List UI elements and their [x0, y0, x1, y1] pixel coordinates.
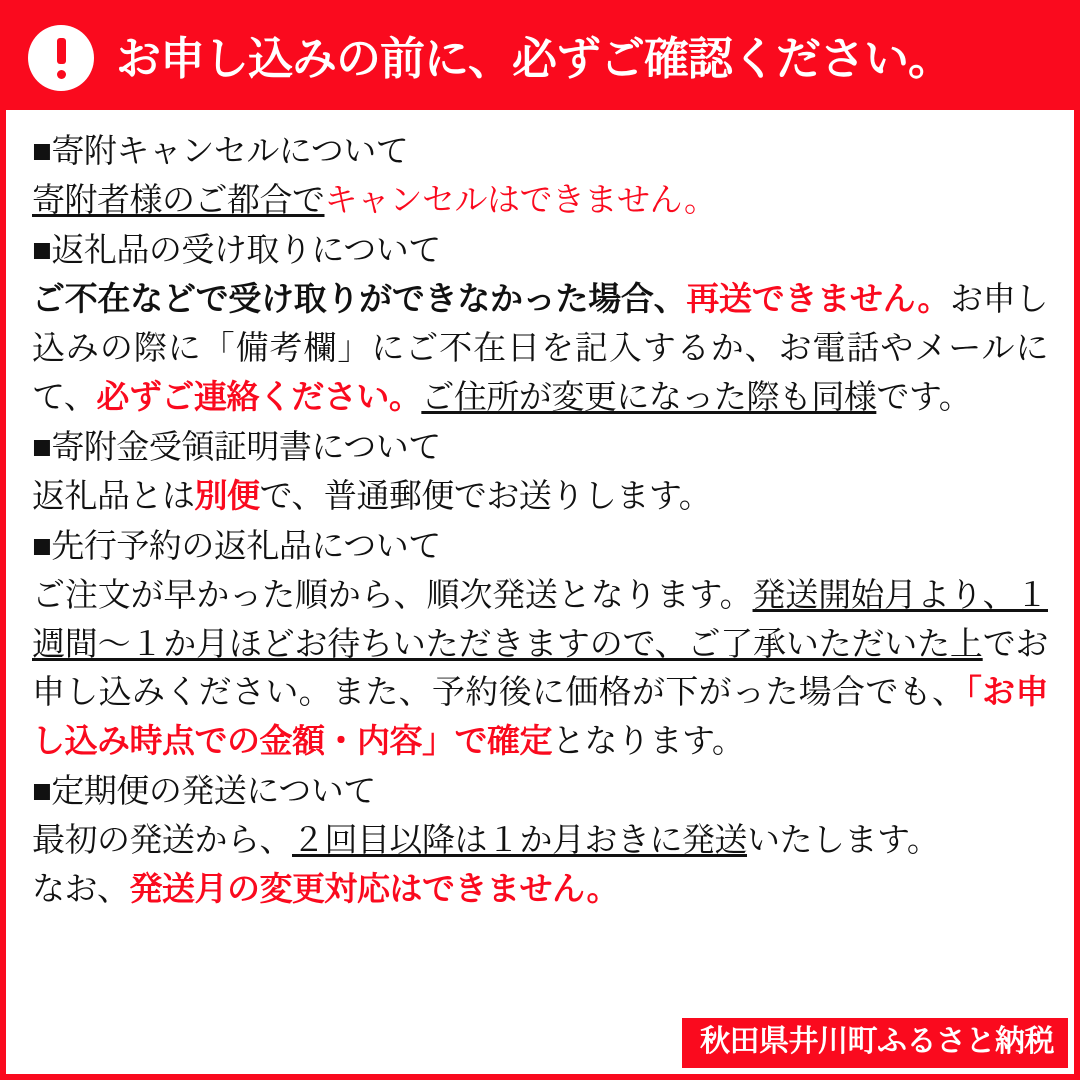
text-fragment: 返礼品とは	[32, 476, 195, 514]
section-heading-cancel: ■寄附キャンセルについて	[32, 132, 409, 169]
section-text-certificate	[32, 472, 1048, 521]
section-heading-subscription: ■定期便の発送について	[32, 772, 376, 810]
text-fragment: お申し込みの際に「備考欄」にご不在日を記入するか、お電話やメールにて、	[32, 280, 1048, 415]
text-fragment: ご注文が早かった順から、順次発送となります。	[32, 575, 753, 613]
footer-municipality-badge: 秋田県井川町ふるさと納税	[682, 1018, 1068, 1068]
text-fragment: 発送月の変更対応はできません。	[129, 870, 619, 908]
notice-body	[6, 110, 1074, 914]
text-fragment: 再送できません。	[686, 280, 951, 318]
section-heading-certificate: ■寄附金受領証明書について	[32, 427, 441, 465]
text-fragment: いたします。	[747, 821, 940, 859]
section-heading-preorder: ■先行予約の返礼品について	[32, 526, 441, 564]
text-fragment: でお申し込みください。また、予約後に価格が下がった場合でも、	[32, 624, 1049, 711]
section-text-preorder	[32, 571, 1048, 766]
text-fragment: ２回目以降は１か月おきに発送	[292, 821, 747, 859]
section-text-receipt	[32, 275, 1048, 421]
text-fragment: 「お申し込み時点での金額・内容」で確定	[32, 673, 1049, 760]
page-title: お申し込みの前に、必ずご確認ください。	[116, 32, 953, 84]
section-heading-receipt: ■返礼品の受け取りについて	[32, 230, 441, 268]
text-fragment: なお、	[32, 870, 130, 908]
text-fragment: 必ずご連絡ください。	[96, 377, 422, 415]
text-fragment: 寄附者様のご都合で	[32, 181, 325, 219]
section-text-subscription-1	[32, 816, 1048, 865]
exclamation-circle-icon	[28, 25, 94, 91]
text-fragment: 発送開始月より、１週間～１か月ほどお待ちいただきますので、ご了承いただいた上	[32, 575, 1048, 662]
text-fragment: となります。	[552, 722, 745, 760]
section-text-subscription-2	[32, 865, 1048, 914]
text-fragment: で、普通郵便でお送りします。	[259, 476, 712, 514]
text-fragment: キャンセルはできません。	[324, 181, 717, 219]
notice-header	[6, 6, 1074, 110]
text-fragment: ご住所が変更になった際も同様	[421, 377, 877, 415]
section-text-cancel	[32, 176, 1048, 225]
text-fragment: 別便	[194, 476, 260, 514]
text-fragment: です。	[876, 377, 972, 415]
text-fragment: 最初の発送から、	[32, 821, 292, 859]
text-fragment: ご不在などで受け取りができなかった場合、	[32, 280, 687, 318]
